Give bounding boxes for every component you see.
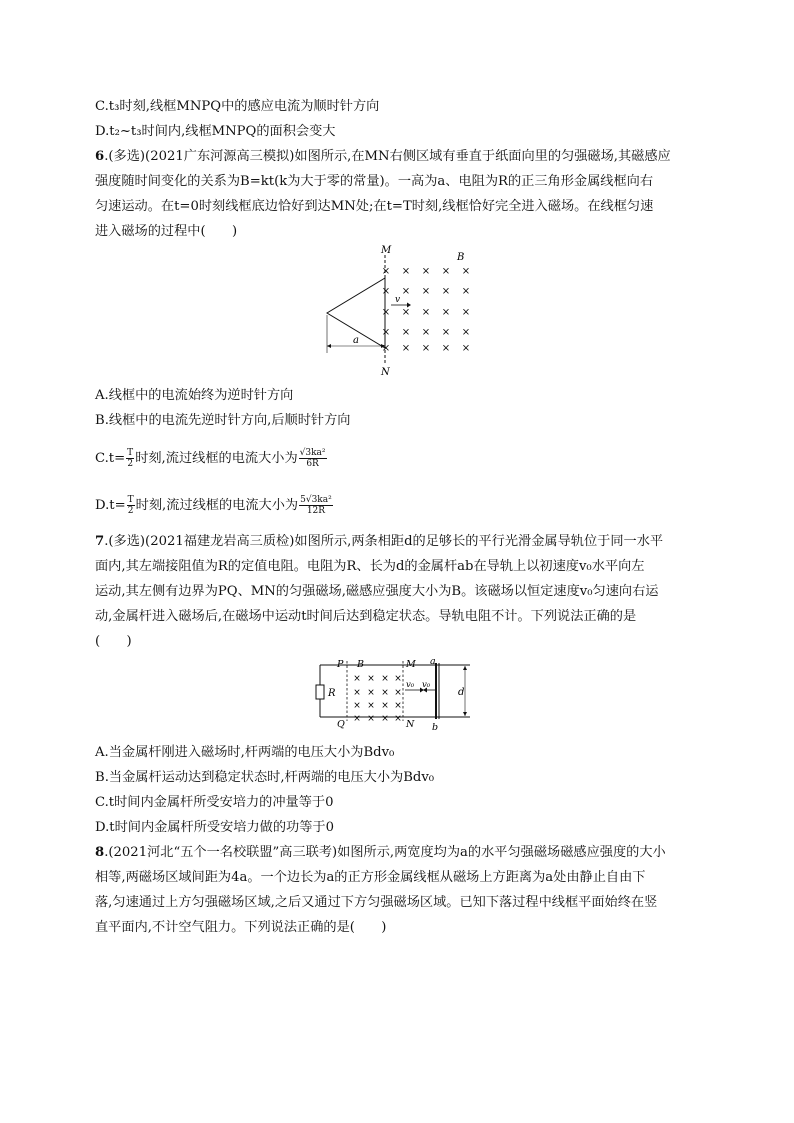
- q7-label-b: B: [357, 659, 364, 670]
- field-cross-icon: ×: [353, 688, 361, 698]
- q6-optd-mid: 时刻,流过线框的电流大小为: [135, 498, 299, 513]
- q7-stem-line5: ( ): [95, 634, 132, 649]
- field-cross-icon: ×: [461, 307, 471, 318]
- q6-optc-time-fraction: [126, 448, 134, 469]
- q6-optd-time-fraction: [127, 495, 135, 516]
- q6-option-c: [95, 446, 715, 472]
- q7-label-p: P: [337, 659, 344, 670]
- q6-optc-prefix: C.t=: [95, 451, 126, 466]
- q7-label-b-rod: b: [432, 722, 439, 733]
- q6-option-d: [95, 493, 715, 519]
- q7-option-b: B.当金属杆运动达到稳定状态时,杆两端的电压大小为Bdv₀: [95, 770, 435, 785]
- q7-dim-arrow-bottom: [463, 712, 467, 716]
- field-cross-icon: ×: [381, 286, 391, 297]
- field-cross-icon: ×: [461, 286, 471, 297]
- field-cross-icon: ×: [401, 266, 411, 277]
- field-cross-icon: ×: [394, 688, 402, 698]
- q7-resistor: [316, 685, 324, 699]
- field-cross-icon: ×: [381, 266, 391, 277]
- field-cross-icon: ×: [401, 307, 411, 318]
- q7-label-m: M: [406, 659, 416, 670]
- q8-stem-line1: [95, 843, 715, 863]
- field-cross-icon: ×: [394, 714, 402, 724]
- field-cross-icon: ×: [353, 714, 361, 724]
- field-cross-icon: ×: [381, 701, 389, 711]
- q6-line1-text: .(多选)(2021广东河源高三模拟)如图所示,在MN右侧区域有垂直于纸面向里的匀强磁场,其磁感应: [104, 149, 671, 164]
- q6-option-b: B.线框中的电流先逆时针方向,后顺时针方向: [95, 413, 351, 428]
- q7-label-a: a: [430, 656, 436, 667]
- field-cross-icon: ×: [421, 286, 431, 297]
- q8-stem-line3: 落,匀速通过上方匀强磁场区域,之后又通过下方匀强磁场区域。已知下落过程中线框平面始终在竖: [95, 895, 658, 910]
- field-cross-icon: ×: [441, 343, 451, 354]
- q6-optd-prefix: D.t=: [95, 498, 126, 513]
- field-cross-icon: ×: [353, 701, 361, 711]
- q6-dim-arrow-left: [327, 344, 331, 348]
- field-cross-icon: ×: [441, 286, 451, 297]
- q5-option-d: D.t₂~t₃时间内,线框MNPQ的面积会变大: [95, 124, 336, 139]
- field-cross-icon: ×: [401, 343, 411, 354]
- field-cross-icon: ×: [441, 266, 451, 277]
- q7-stem-line2: 面内,其左端接阻值为R的定值电阻。电阻为R、长为d的金属杆ab在导轨上以初速度v₀水平向左: [95, 559, 645, 574]
- field-cross-icon: ×: [421, 266, 431, 277]
- q7-option-d: D.t时间内金属杆所受安培力做的功等于0: [95, 820, 334, 835]
- q7-stem-line4: 动,金属杆进入磁场后,在磁场中运动t时间后达到稳定状态。导轨电阻不计。下列说法正确的是: [95, 609, 637, 624]
- q6-stem-line2: 强度随时间变化的关系为B=kt(k为大于零的常量)。一高为a、电阻为R的正三角形金属线框向右: [95, 174, 654, 189]
- field-cross-icon: ×: [401, 327, 411, 338]
- q6-stem-line4: 进入磁场的过程中( ): [95, 224, 238, 239]
- q6-label-n: N: [381, 367, 390, 378]
- field-cross-icon: ×: [381, 674, 389, 684]
- q8-line1-text: .(2021河北“五个一名校联盟”高三联考)如图所示,两宽度均为a的水平匀强磁场磁感应强度的大小: [104, 845, 666, 860]
- q6-optd-time-den: 2: [127, 506, 134, 516]
- field-cross-icon: ×: [394, 674, 402, 684]
- q6-optd-answer-fraction: [299, 495, 333, 516]
- field-cross-icon: ×: [441, 327, 451, 338]
- q6-label-v: v: [395, 295, 401, 305]
- q6-optc-answer-den: 6R: [306, 459, 319, 469]
- q7-option-c: C.t时间内金属杆所受安培力的冲量等于0: [95, 795, 334, 810]
- q7-dim-arrow-top: [463, 666, 467, 670]
- q6-field-crosses: [382, 266, 470, 354]
- q7-label-r: R: [328, 688, 336, 699]
- field-cross-icon: ×: [441, 307, 451, 318]
- q6-option-a: A.线框中的电流始终为逆时针方向: [95, 388, 294, 403]
- q7-rod-v0: v₀: [422, 680, 431, 690]
- field-cross-icon: ×: [421, 343, 431, 354]
- q6-label-b: B: [457, 252, 465, 263]
- q6-optc-time-num: T: [127, 448, 134, 458]
- field-cross-icon: ×: [367, 674, 375, 684]
- q6-optd-answer-den: 12R: [306, 506, 326, 516]
- q8-number: 8: [95, 845, 105, 860]
- q6-label-m: M: [381, 245, 392, 256]
- field-cross-icon: ×: [381, 688, 389, 698]
- field-cross-icon: ×: [421, 327, 431, 338]
- field-cross-icon: ×: [461, 327, 471, 338]
- q6-optc-answer-fraction: [299, 448, 327, 469]
- q6-figure: [315, 243, 485, 378]
- q6-optc-answer-num: √3ka²: [299, 448, 326, 458]
- q7-stem-line3: 运动,其左侧有边界为PQ、MN的匀强磁场,磁感应强度大小为B。该磁场以恒定速度v₀匀速向右运: [95, 584, 659, 599]
- q7-figure: [305, 655, 485, 735]
- q7-label-d: d: [458, 687, 465, 698]
- q7-line1-text: .(多选)(2021福建龙岩高三质检)如图所示,两条相距d的足够长的平行光滑金属导轨位于同一水平: [104, 534, 664, 549]
- field-cross-icon: ×: [381, 343, 391, 354]
- field-cross-icon: ×: [381, 327, 391, 338]
- field-cross-icon: ×: [367, 688, 375, 698]
- field-cross-icon: ×: [381, 307, 391, 318]
- q6-label-a: a: [353, 335, 359, 346]
- q8-stem-line2: 相等,两磁场区域间距为4a。一个边长为a的正方形金属线框从磁场上方距离为a处由静止自由下: [95, 870, 646, 885]
- q7-number: 7: [95, 534, 105, 549]
- q6-number: 6: [95, 149, 105, 164]
- q7-stem-line1: [95, 532, 715, 552]
- q6-optd-time-num: T: [127, 495, 134, 505]
- field-cross-icon: ×: [367, 701, 375, 711]
- q7-option-a: A.当金属杆刚进入磁场时,杆两端的电压大小为Bdv₀: [95, 745, 395, 760]
- field-cross-icon: ×: [401, 286, 411, 297]
- q6-optc-mid: 时刻,流过线框的电流大小为: [135, 451, 298, 466]
- field-cross-icon: ×: [381, 714, 389, 724]
- q7-label-q: Q: [337, 719, 345, 730]
- q7-label-n: N: [406, 719, 415, 730]
- field-cross-icon: ×: [461, 343, 471, 354]
- q6-optc-time-den: 2: [127, 459, 134, 469]
- field-cross-icon: ×: [353, 674, 361, 684]
- field-cross-icon: ×: [367, 714, 375, 724]
- field-cross-icon: ×: [461, 266, 471, 277]
- q8-stem-line4: 直平面内,不计空气阻力。下列说法正确的是( ): [95, 920, 387, 935]
- q6-stem-line1: [95, 147, 715, 167]
- field-cross-icon: ×: [394, 701, 402, 711]
- q6-optd-answer-num: 5√3ka²: [300, 495, 332, 505]
- q6-stem-line3: 匀速运动。在t=0时刻线框底边恰好到达MN处;在t=T时刻,线框恰好完全进入磁场。在线框匀速: [95, 199, 654, 214]
- q5-option-c: C.t₃时刻,线框MNPQ中的感应电流为顺时针方向: [95, 99, 380, 114]
- field-cross-icon: ×: [421, 307, 431, 318]
- q7-field-v0: v₀: [406, 680, 415, 690]
